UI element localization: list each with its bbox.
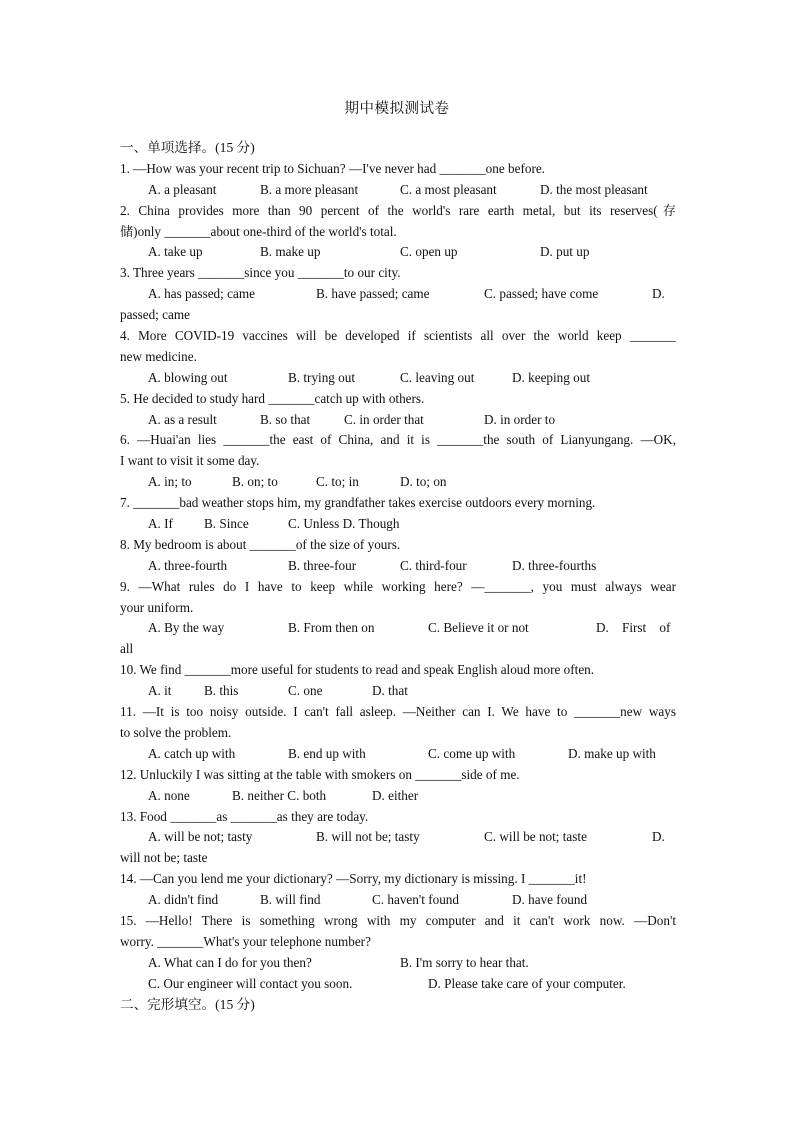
option[interactable]: D. either [372, 787, 419, 803]
question-stem: 5. He decided to study hard _______catch up with others. [120, 390, 425, 406]
question-options [120, 681, 676, 702]
option[interactable]: D. the most pleasant [540, 181, 648, 197]
option[interactable]: D. that [372, 683, 408, 699]
option[interactable]: A. three-fourth [148, 557, 228, 573]
option[interactable]: C. open up [400, 244, 458, 260]
option[interactable]: A. What can I do for you then? [148, 954, 312, 970]
option[interactable]: A. If [148, 516, 173, 532]
section-heading: 一、单项选择。(15 分) [120, 140, 255, 155]
option[interactable]: C. a most pleasant [400, 181, 497, 197]
question-stem: 11. —It is too noisy outside. I can't fall asleep. —Neither can I. We have to _______new ways [120, 704, 676, 720]
option[interactable]: C. haven't found [372, 892, 459, 908]
option[interactable]: D. to; on [400, 474, 447, 490]
option[interactable]: B. make up [260, 244, 321, 260]
option[interactable]: B. will find [260, 892, 321, 908]
option[interactable]: C. Unless D. Though [288, 516, 400, 532]
option[interactable]: C. leaving out [400, 369, 475, 385]
option-continued: all [120, 641, 134, 657]
option[interactable]: C. come up with [428, 745, 516, 761]
option[interactable]: A. has passed; came [148, 286, 255, 302]
question-stem: 12. Unluckily I was sitting at the table with smokers on _______side of me. [120, 766, 520, 782]
option[interactable]: A. none [148, 787, 190, 803]
option[interactable]: A. it [148, 683, 172, 699]
option[interactable]: D. [652, 286, 665, 302]
question-stem: 6. —Huai'an lies _______the east of China, and it is _______the south of Lianyungang. —OK, [120, 432, 676, 448]
question-stem: 9. —What rules do I have to keep while working here? —_______, you must always wear [120, 578, 676, 594]
question-stem-cont: 储)only _______about one-third of the world's total. [120, 223, 397, 239]
question-options [120, 890, 676, 911]
question-options [120, 472, 676, 493]
option[interactable]: A. By the way [148, 620, 225, 636]
option[interactable]: C. to; in [316, 474, 359, 490]
question-stem: 4. More COVID-19 vaccines will be developed if scientists all over the world keep _______ [120, 328, 676, 344]
option[interactable]: A. will be not; tasty [148, 829, 253, 845]
option[interactable]: D. First of [596, 620, 671, 636]
page-title: 期中模拟测试卷 [344, 101, 450, 117]
option[interactable]: B. trying out [288, 369, 356, 385]
option[interactable]: A. a pleasant [148, 181, 217, 197]
option[interactable]: D. keeping out [512, 369, 591, 385]
option[interactable]: D. three-fourths [512, 557, 597, 573]
option[interactable]: B. neither C. both [232, 787, 327, 803]
option[interactable]: B. so that [260, 411, 311, 427]
option[interactable]: A. as a result [148, 411, 217, 427]
question-stem: 10. We find _______more useful for students to read and speak English aloud more often. [120, 662, 595, 678]
option[interactable]: A. take up [148, 244, 203, 260]
question-stem: 15. —Hello! There is something wrong with my computer and it can't work now. —Don't [120, 912, 676, 928]
question-options [120, 618, 676, 639]
option[interactable]: B. a more pleasant [260, 181, 359, 197]
option[interactable]: A. blowing out [148, 369, 228, 385]
question-options [120, 744, 676, 765]
question-options [120, 953, 676, 974]
option[interactable]: A. catch up with [148, 745, 236, 761]
option[interactable]: B. will not be; tasty [316, 829, 420, 845]
question-stem-cont: to solve the problem. [120, 724, 232, 740]
option[interactable]: A. didn't find [148, 892, 219, 908]
option-continued: will not be; taste [120, 850, 208, 866]
option[interactable]: C. passed; have come [484, 286, 599, 302]
option[interactable]: D. put up [540, 244, 590, 260]
question-options [120, 284, 676, 305]
option[interactable]: C. will be not; taste [484, 829, 587, 845]
option[interactable]: C. one [288, 683, 323, 699]
option[interactable]: B. end up with [288, 745, 366, 761]
exam-content [120, 138, 676, 1015]
option[interactable]: D. Please take care of your computer. [428, 975, 626, 991]
question-stem-cont: I want to visit it some day. [120, 453, 260, 469]
question-options [120, 410, 676, 431]
option[interactable]: C. third-four [400, 557, 467, 573]
question-stem: 3. Three years _______since you _______to our city. [120, 265, 401, 281]
option[interactable]: B. have passed; came [316, 286, 430, 302]
question-stem-cont: your uniform. [120, 599, 194, 615]
option[interactable]: B. I'm sorry to hear that. [400, 954, 529, 970]
option[interactable]: B. on; to [232, 474, 278, 490]
option[interactable]: C. Our engineer will contact you soon. [148, 975, 353, 991]
question-stem: 13. Food _______as _______as they are today. [120, 808, 369, 824]
question-stem: 14. —Can you lend me your dictionary? —Sorry, my dictionary is missing. I _______it! [120, 871, 587, 887]
question-stem-cont: worry. _______What's your telephone number? [120, 933, 371, 949]
question-options [120, 786, 676, 807]
option[interactable]: B. Since [204, 516, 249, 532]
option-continued: passed; came [120, 307, 190, 323]
question-options [120, 180, 676, 201]
question-options [120, 827, 676, 848]
question-options [120, 974, 676, 995]
question-stem: 7. _______bad weather stops him, my grandfather takes exercise outdoors every morning. [120, 495, 596, 511]
option[interactable]: D. have found [512, 892, 588, 908]
question-stem: 2. China provides more than 90 percent of the world's rare earth metal, but its reserves(存 [120, 202, 676, 218]
option[interactable]: C. Believe it or not [428, 620, 529, 636]
option[interactable]: D. [652, 829, 665, 845]
option[interactable]: B. this [204, 683, 239, 699]
question-stem-cont: new medicine. [120, 348, 197, 364]
option[interactable]: B. three-four [288, 557, 357, 573]
question-options [120, 242, 676, 263]
option[interactable]: C. in order that [344, 411, 424, 427]
option[interactable]: D. make up with [568, 745, 656, 761]
option[interactable]: A. in; to [148, 474, 192, 490]
option[interactable]: B. From then on [288, 620, 375, 636]
question-options [120, 556, 676, 577]
question-stem: 1. —How was your recent trip to Sichuan? —I've never had _______one before. [120, 160, 545, 176]
option[interactable]: D. in order to [484, 411, 556, 427]
question-options [120, 368, 676, 389]
section-heading: 二、完形填空。(15 分) [120, 996, 255, 1012]
question-options [120, 514, 676, 535]
question-stem: 8. My bedroom is about _______of the size of yours. [120, 536, 401, 552]
